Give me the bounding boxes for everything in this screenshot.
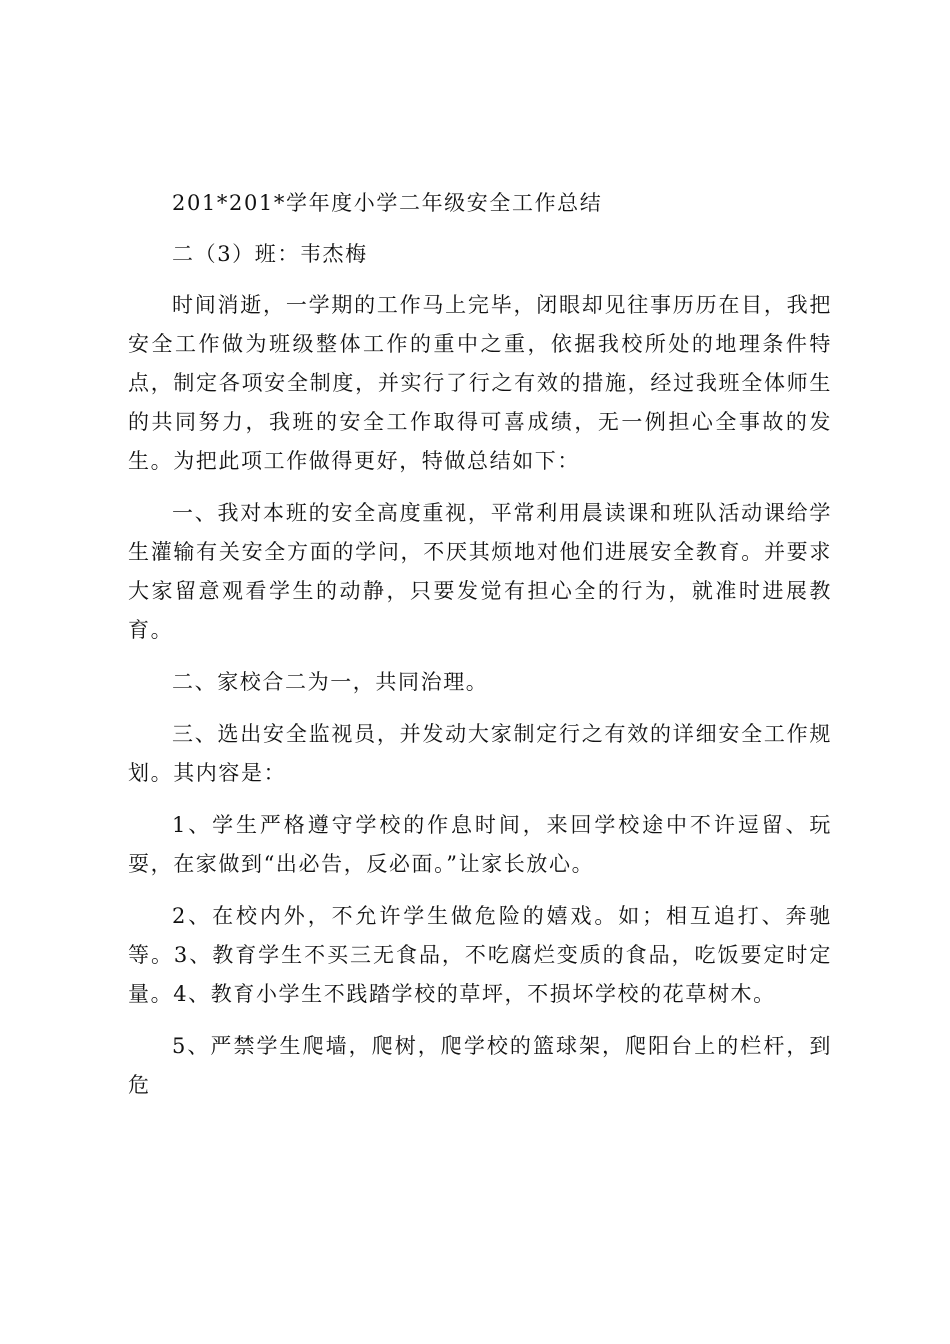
paragraph-rule-5: 5、严禁学生爬墙，爬树，爬学校的篮球架，爬阳台上的栏杆，到危: [128, 1034, 832, 1097]
paragraph-point-3: 三、选出安全监视员，并发动大家制定行之有效的详细安全工作规划。其内容是：: [128, 722, 832, 785]
paragraph-rule-1: 1、学生严格遵守学校的作息时间，来回学校途中不许逗留、玩耍，在家做到“出必告，反必面。”让家长放心。: [128, 813, 832, 876]
paragraph-rule-2-4: 2、在校内外，不允许学生做危险的嬉戏。如；相互追打、奔驰等。3、教育学生不买三无食品，不吃腐烂变质的食品，吃饭要定时定量。4、教育小学生不践踏学校的草坪，不损坏学校的花草树木。: [128, 904, 832, 1006]
document-title: 201*201*学年度小学二年级安全工作总结: [172, 191, 603, 215]
class-author-line: 二（3）班：韦杰梅: [172, 242, 368, 266]
paragraph-intro: 时间消逝，一学期的工作马上完毕，闭眼却见往事历历在目，我把安全工作做为班级整体工作的重中之重，依据我校所处的地理条件特点，制定各项安全制度，并实行了行之有效的措施，经过我班全体师生的共同努力，我班的安全工作取得可喜成绩，无一例担心全事故的发生。为把此项工作做得更好，特做总结如下：: [128, 293, 832, 473]
paragraph-point-1: 一、我对本班的安全高度重视，平常利用晨读课和班队活动课给学生灌输有关安全方面的学问，不厌其烦地对他们进展安全教育。并要求大家留意观看学生的动静，只要发觉有担心全的行为，就准时进展教育。: [128, 501, 832, 642]
paragraph-point-2: 二、家校合二为一，共同治理。: [172, 670, 489, 694]
document-body: [128, 184, 832, 1118]
